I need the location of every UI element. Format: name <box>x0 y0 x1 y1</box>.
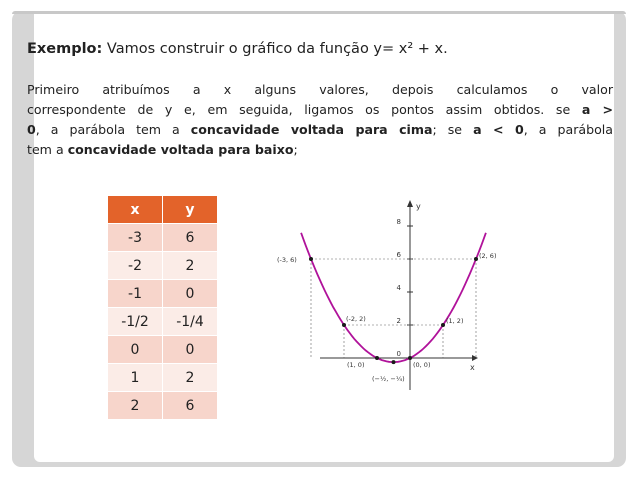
cell-x: -1 <box>108 280 163 308</box>
para-text: tem a <box>27 142 68 157</box>
y-tick-label: 8 <box>396 218 401 226</box>
x-axis-arrow <box>472 355 478 361</box>
y-tick-label: 6 <box>396 251 401 259</box>
para-bold: concavidade voltada para cima <box>190 122 433 137</box>
header-y: y <box>163 196 218 224</box>
para-line-4 <box>27 140 613 160</box>
y-axis-arrow <box>407 200 413 207</box>
cell-y: 6 <box>163 392 218 420</box>
point-label: (1, 2) <box>446 317 464 325</box>
cell-y: 0 <box>163 336 218 364</box>
cell-y: 2 <box>163 364 218 392</box>
cell-x: -3 <box>108 224 163 252</box>
x-axis-label: x <box>470 363 475 372</box>
table-row <box>108 252 218 280</box>
y-axis-label: y <box>416 202 421 211</box>
cell-y: -1/4 <box>163 308 218 336</box>
table-row <box>108 280 218 308</box>
example-label: Exemplo: <box>27 41 103 57</box>
para-text: , a parábola tem a <box>35 122 191 137</box>
para-bold: 0 <box>27 122 36 137</box>
para-text: correspondente de y e, em seguida, ligamos os pontos assim obtidos. se <box>27 102 582 117</box>
point-label: (1, 0) <box>347 361 365 369</box>
cell-x: 1 <box>108 364 163 392</box>
y-tick-label: 0 <box>396 350 401 358</box>
parabola-curve <box>301 233 486 362</box>
cell-y: 2 <box>163 252 218 280</box>
cell-x: -2 <box>108 252 163 280</box>
para-line-2 <box>27 100 613 120</box>
para-bold: concavidade voltada para baixo <box>67 142 294 157</box>
point-label: (-3, 6) <box>277 256 297 264</box>
para-line-3 <box>27 120 613 140</box>
para-text: ; <box>293 142 298 157</box>
cell-x: -1/2 <box>108 308 163 336</box>
data-point <box>474 257 478 261</box>
y-tick-label: 2 <box>396 317 401 325</box>
point-label: (-2, 2) <box>346 315 366 323</box>
cell-x: 0 <box>108 336 163 364</box>
header-x: x <box>108 196 163 224</box>
explanation-paragraph <box>27 80 613 160</box>
table-row <box>108 364 218 392</box>
data-point <box>441 323 445 327</box>
para-text: ; se <box>432 122 474 137</box>
data-point <box>309 257 313 261</box>
data-point <box>392 360 396 364</box>
table-header-row <box>108 196 218 224</box>
data-point <box>375 356 379 360</box>
parabola-graph <box>277 195 497 395</box>
para-text: , a parábola <box>523 122 614 137</box>
data-point <box>342 323 346 327</box>
para-line-1: Primeiro atribuímos a x alguns valores, depois calculamos o valor <box>27 82 613 97</box>
y-tick-label: 4 <box>396 284 401 292</box>
slide-top-bar <box>12 11 626 14</box>
data-point <box>408 356 412 360</box>
para-bold: a > <box>581 102 613 117</box>
point-label: (0, 0) <box>413 361 431 369</box>
cell-y: 6 <box>163 224 218 252</box>
table-row <box>108 392 218 420</box>
table-row <box>108 336 218 364</box>
vertex-label: (−½, −¼) <box>372 375 405 383</box>
point-label: (2, 6) <box>479 252 497 260</box>
cell-x: 2 <box>108 392 163 420</box>
table-row <box>108 224 218 252</box>
para-bold: a < 0 <box>473 122 524 137</box>
example-heading <box>27 41 448 57</box>
table-row <box>108 308 218 336</box>
values-table-wrapper <box>107 195 218 420</box>
cell-y: 0 <box>163 280 218 308</box>
values-table <box>107 195 218 420</box>
example-text: Vamos construir o gráfico da função y= x² + x. <box>102 41 448 57</box>
